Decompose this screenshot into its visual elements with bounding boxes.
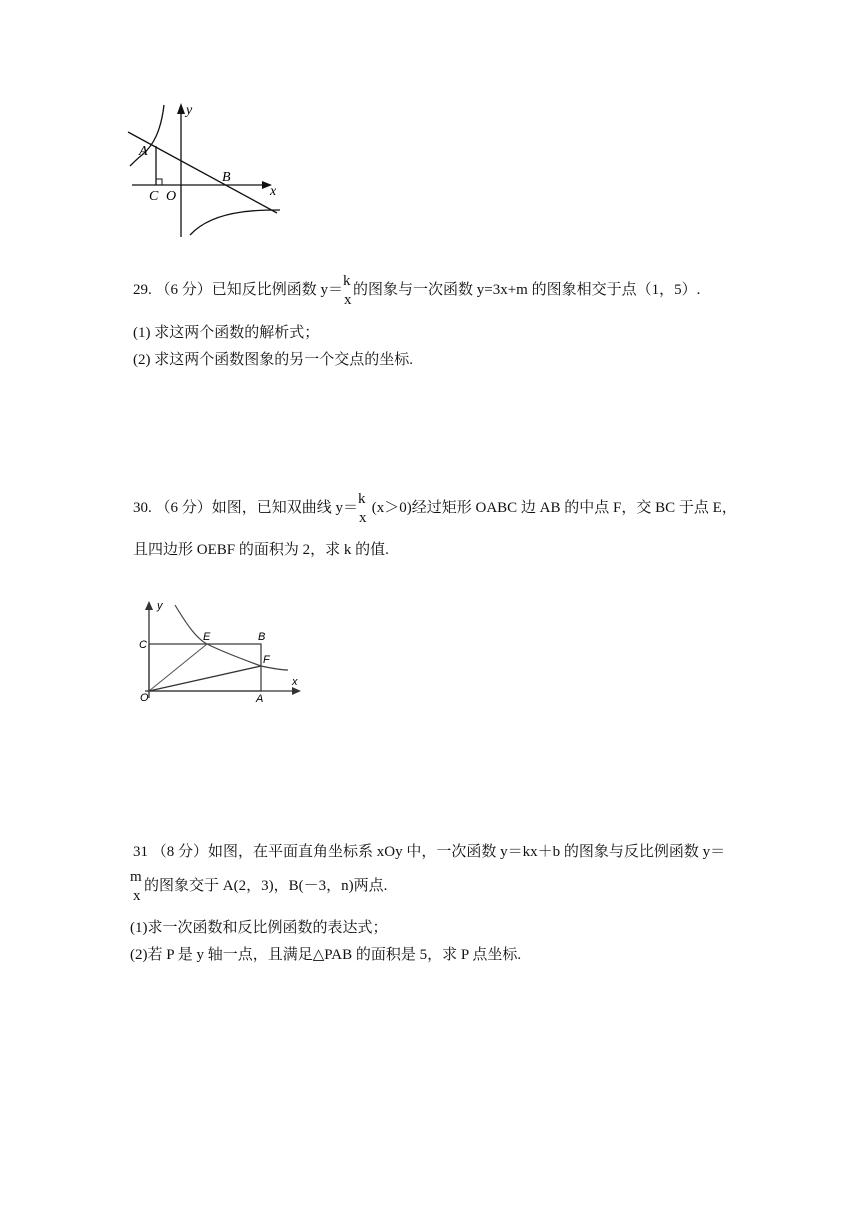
q30-stem: 30. （6 分）如图，已知双曲线 y＝ k x (x＞0)经过矩形 OABC 边 AB 的中点 F，交 BC 于点 E， xyxy=(133,491,737,526)
label-y: y xyxy=(186,103,193,118)
right-angle-mark xyxy=(156,179,162,185)
q31-fraction: m x xyxy=(130,869,142,904)
rectangle-OABC xyxy=(149,644,261,691)
label-B: B xyxy=(258,631,266,643)
label-x: x xyxy=(270,184,277,199)
q30-line2: 且四边形 OEBF 的面积为 2，求 k 的值. xyxy=(133,542,389,558)
label-y: y xyxy=(157,600,163,612)
y-axis-arrow xyxy=(145,601,153,610)
q29-stem: 29. （6 分）已知反比例函数 y＝ k x 的图象与一次函数 y=3x+m 的图象相交于点（1，5）. xyxy=(133,273,701,308)
y-axis-arrow xyxy=(177,103,185,114)
x-axis-arrow xyxy=(292,687,301,695)
q30-fraction: k x xyxy=(358,491,367,526)
label-B: B xyxy=(222,170,231,185)
label-O: O xyxy=(140,692,149,704)
hyperbola-branch-lower-right xyxy=(190,210,280,235)
figure-hyperbola-line xyxy=(120,100,290,240)
q31-line1: 31 （8 分）如图，在平面直角坐标系 xOy 中，一次函数 y＝kx＋b 的图象与反比例函数 y＝ xyxy=(133,844,726,860)
q31-part1: (1)求一次函数和反比例函数的表达式； xyxy=(130,920,388,936)
label-A: A xyxy=(256,693,264,705)
label-F: F xyxy=(263,654,270,666)
label-E: E xyxy=(203,631,211,643)
label-O: O xyxy=(166,189,177,204)
q31-line2: m x 的图象交于 A(2，3)，B(－3，n)两点. xyxy=(130,869,388,904)
label-A: A xyxy=(139,144,148,159)
hyperbola-curve xyxy=(175,605,288,670)
q29-part2: (2) 求这两个函数图象的另一个交点的坐标. xyxy=(133,352,413,368)
q29-fraction: k x xyxy=(343,273,352,308)
figure-rectangle-hyperbola xyxy=(135,595,310,710)
segment-OF xyxy=(149,666,261,691)
label-C: C xyxy=(149,189,159,204)
q29-part1: (1) 求这两个函数的解析式； xyxy=(133,325,320,341)
label-x: x xyxy=(292,676,298,688)
q31-part2: (2)若 P 是 y 轴一点，且满足△PAB 的面积是 5，求 P 点坐标. xyxy=(130,947,522,963)
label-C: C xyxy=(139,639,147,651)
